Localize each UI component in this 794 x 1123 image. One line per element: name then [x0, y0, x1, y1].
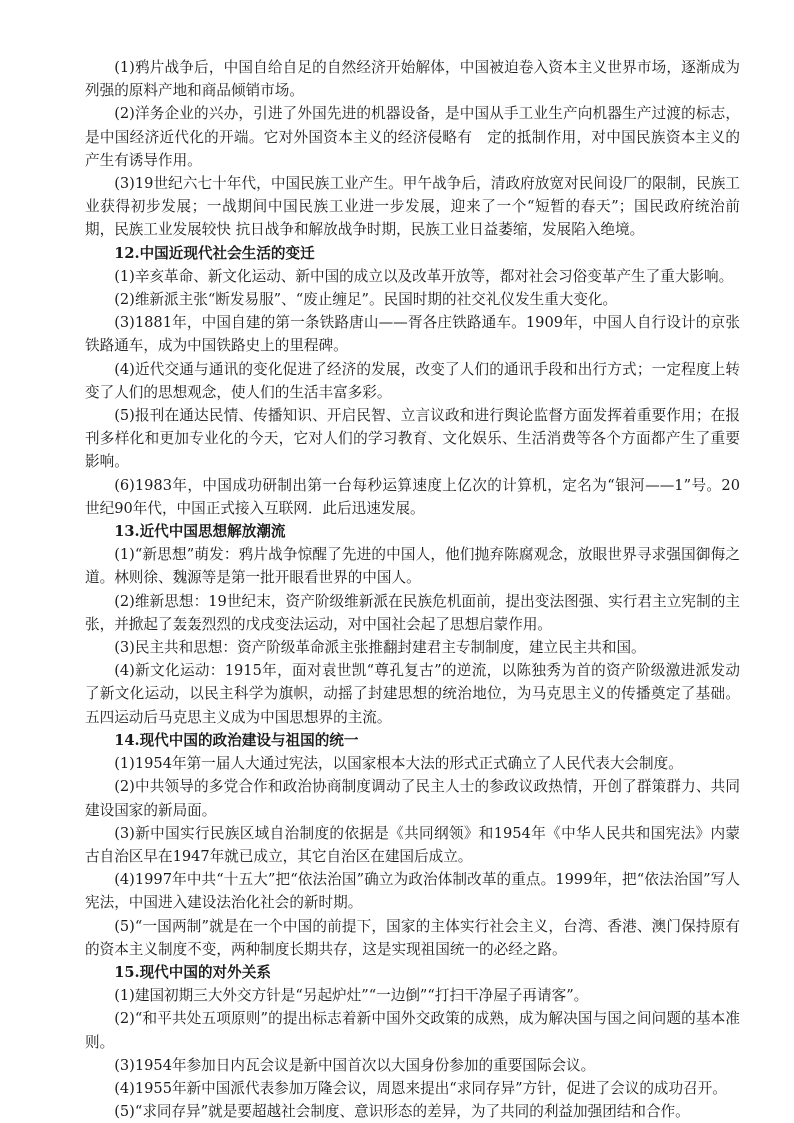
section-heading-12: 12.中国近现代社会生活的变迁: [114, 244, 315, 262]
paragraph-12-4: (4)近代交通与通讯的变化促进了经济的发展，改变了人们的通讯手段和出行方式；一定程度上转变了人们的思想观念，使人们的生活丰富多彩。: [85, 360, 740, 401]
paragraph-14-4: (4)1997年中共“十五大”把“依法治国”确立为政治体制改革的重点。1999年，把“依法治国”写人宪法，中国进入建设法治化社会的新时期。: [85, 871, 740, 912]
paragraph-15-1: (1)建国初期三大外交方针是“另起炉灶”“一边倒”“打扫干净屋子再请客”。: [114, 987, 589, 1005]
paragraph-13-3: (3)民主共和思想：资产阶级革命派主张推翻封建君主专制制度，建立民主共和国。: [114, 639, 646, 657]
paragraph-westernization-enterprises: (2)洋务企业的兴办，引进了外国先进的机器设备，是中国从手工业生产向机器生产过渡的标志，是中国经济近代化的开端。它对外国资本主义的经济侵略有 定的抵制作用，对中国民族资本主义的产生有诱导作用。: [85, 105, 740, 169]
paragraph-12-5: (5)报刊在通达民情、传播知识、开启民智、立言议政和进行舆论监督方面发挥着重要作用；在报刊多样化和更加专业化的今天，它对人们的学习教育、文化娱乐、生活消费等各个方面都产生了重要影响。: [85, 407, 740, 471]
paragraph-12-6: (6)1983年，中国成功研制出第一台每秒运算速度上亿次的计算机，定名为“银河——1”号。20世纪90年代，中国正式接入互联网．此后迅速发展。: [85, 476, 740, 517]
paragraph-13-1: (1)“新思想”萌发：鸦片战争惊醒了先进的中国人，他们抛弃陈腐观念，放眼世界寻求强国御侮之道。林则徐、魏源等是第一批开眼看世界的中国人。: [85, 546, 740, 587]
paragraph-14-3: (3)新中国实行民族区域自治制度的依据是《共同纲领》和1954年《中华人民共和国宪法》内蒙古自治区早在1947年就已成立，其它自治区在建国后成立。: [85, 824, 740, 865]
paragraph-13-4: (4)新文化运动：1915年，面对袁世凯“尊孔复古”的逆流，以陈独秀为首的资产阶级激进派发动了新文化运动，以民主科学为旗帜，动摇了封建思想的统治地位，为马克思主义的传播奠定了基础。五四运动后马克思主义成为中国思想界的主流。: [85, 662, 740, 726]
paragraph-13-2: (2)维新思想：19世纪末，资产阶级维新派在民族危机面前，提出变法图强、实行君主立宪制的主张，并掀起了轰轰烈烈的戊戌变法运动，对中国社会起了思想启蒙作用。: [85, 592, 740, 633]
paragraph-15-5: (5)“求同存异”就是要超越社会制度、意识形态的差异，为了共同的利益加强团结和合作。: [114, 1103, 690, 1121]
paragraph-14-5: (5)“一国两制”就是在一个中国的前提下，国家的主体实行社会主义，台湾、香港、澳门保持原有的资本主义制度不变，两种制度长期共存，这是实现祖国统一的必经之路。: [85, 917, 740, 958]
paragraph-15-3: (3)1954年参加日内瓦会议是新中国首次以大国身份参加的重要国际会议。: [114, 1056, 596, 1074]
paragraph-12-3: (3)1881年，中国自建的第一条铁路唐山——胥各庄铁路通车。1909年，中国人自行设计的京张铁路通车，成为中国铁路史上的里程碑。: [85, 314, 740, 355]
paragraph-12-2: (2)维新派主张“断发易服”、“废止缠足”。民国时期的社交礼仪发生重大变化。: [114, 291, 618, 309]
section-heading-15: 15.现代中国的对外关系: [114, 963, 271, 981]
document-body: [85, 56, 740, 1123]
section-heading-14: 14.现代中国的政治建设与祖国的统一: [114, 731, 359, 749]
paragraph-national-industry: (3)19世纪六七十年代，中国民族工业产生。甲午战争后，清政府放宽对民间设厂的限制，民族工业获得初步发展；一战期间中国民族工业进一步发展，迎来了一个“短暂的春天”；国民政府统治前期，民族工业发展较快 抗日战争和解放战争时期，民族工业日益萎缩，发展陷入绝境。: [85, 175, 740, 239]
paragraph-15-4: (4)1955年新中国派代表参加万隆会议，周恩来提出“求同存异”方针，促进了会议的成功召开。: [114, 1079, 727, 1097]
paragraph-14-2: (2)中共领导的多党合作和政治协商制度调动了民主人士的参政议政热情，开创了群策群力、共同建设国家的新局面。: [85, 778, 740, 819]
paragraph-opium-war-economy: (1)鸦片战争后，中国自给自足的自然经济开始解体，中国被迫卷入资本主义世界市场，逐渐成为列强的原料产地和商品倾销市场。: [85, 59, 740, 100]
paragraph-15-2: (2)“和平共处五项原则”的提出标志着新中国外交政策的成熟，成为解决国与国之间问题的基本准则。: [85, 1010, 740, 1051]
paragraph-12-1: (1)辛亥革命、新文化运动、新中国的成立以及改革开放等，都对社会习俗变革产生了重大影响。: [114, 267, 734, 285]
paragraph-14-1: (1)1954年第一届人大通过宪法，以国家根本大法的形式正式确立了人民代表大会制度。: [114, 755, 683, 773]
section-heading-13: 13.近代中国思想解放潮流: [114, 523, 286, 541]
